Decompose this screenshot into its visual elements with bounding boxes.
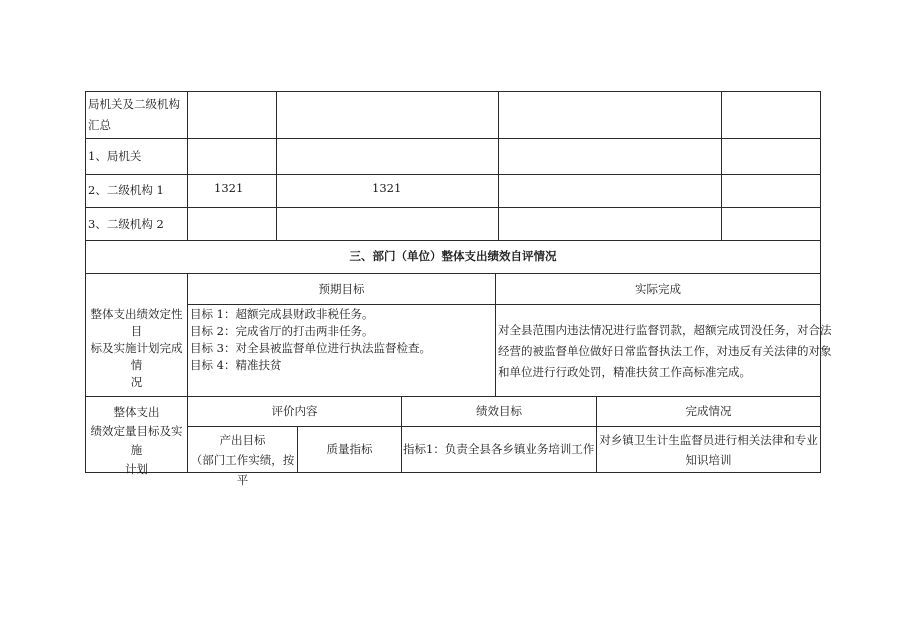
output-target-line: 产出目标 xyxy=(219,433,266,447)
target-list xyxy=(190,306,431,374)
col-divider xyxy=(498,91,499,240)
output-target-line: （部门工作实绩，按平 xyxy=(190,453,295,487)
table-border-top xyxy=(85,91,821,92)
indicator-1: 指标1：负责全县各乡镇业务培训工作 xyxy=(403,442,595,456)
target-item: 目标 4：精准扶贫 xyxy=(190,358,282,372)
row-divider xyxy=(85,396,821,397)
qualitative-label xyxy=(86,306,187,391)
qualitative-label-line: 标及实施计划完成情 xyxy=(90,341,183,372)
target-item: 目标 1：超额完成县财政非税任务。 xyxy=(190,307,374,321)
quantitative-label-line: 整体支出 xyxy=(113,405,160,419)
actual-done-line: 和单位进行行政处罚，精准扶贫工作高标准完成。 xyxy=(498,365,751,379)
completion-detail-line: 知识培训 xyxy=(685,453,732,467)
completion-header: 完成情况 xyxy=(685,404,732,418)
actual-done-line: 经营的被监督单位做好日常监督执法工作，对违反有关法律的对象 xyxy=(498,344,832,358)
table-border-right xyxy=(820,91,821,473)
completion-detail-line: 对乡镇卫生计生监督员进行相关法律和专业 xyxy=(599,433,818,447)
row-label-sub2: 3、二级机构 2 xyxy=(88,217,164,231)
output-target xyxy=(188,430,297,490)
perf-target-header: 绩效目标 xyxy=(476,404,522,418)
row-divider xyxy=(187,426,821,427)
target-item: 目标 3：对全县被监督单位进行执法监督检查。 xyxy=(190,341,431,355)
qualitative-label-line: 况 xyxy=(130,375,143,389)
quantitative-label-line: 绩效定量目标及实施 xyxy=(90,424,183,457)
row-divider xyxy=(85,207,821,208)
completion-detail xyxy=(597,430,820,470)
row-divider xyxy=(85,138,821,139)
row-label-bureau: 1、局机关 xyxy=(88,149,142,163)
qualitative-label-line: 整体支出绩效定性目 xyxy=(90,307,183,338)
actual-done-header: 实际完成 xyxy=(635,282,681,296)
row-divider xyxy=(85,273,821,274)
col-divider xyxy=(721,91,722,240)
quantitative-label xyxy=(86,403,187,479)
row-divider xyxy=(85,174,821,175)
sub1-value-2: 1321 xyxy=(372,181,402,195)
row-label-sub1: 2、二级机构 1 xyxy=(88,183,164,197)
section3-title: 三、部门（单位）整体支出绩效自评情况 xyxy=(349,249,557,263)
target-item: 目标 2：完成省厅的打击两非任务。 xyxy=(190,324,374,338)
actual-done-line: 对全县范围内违法情况进行监督罚款，超额完成罚没任务，对合法 xyxy=(498,323,832,337)
row-label-summary-line1: 局机关及二级机构 xyxy=(88,97,180,111)
expected-target-header: 预期目标 xyxy=(318,282,365,296)
col-divider xyxy=(276,91,277,240)
row-divider xyxy=(85,240,821,241)
eval-content-header: 评价内容 xyxy=(271,404,318,418)
col-divider xyxy=(187,91,188,240)
quality-indicator: 质量指标 xyxy=(326,442,373,456)
actual-done-text xyxy=(498,320,832,383)
row-divider xyxy=(187,304,821,305)
row-label-summary-line2: 汇总 xyxy=(88,118,111,132)
sub1-value-1: 1321 xyxy=(214,181,244,195)
quantitative-label-line: 计划 xyxy=(125,462,148,476)
